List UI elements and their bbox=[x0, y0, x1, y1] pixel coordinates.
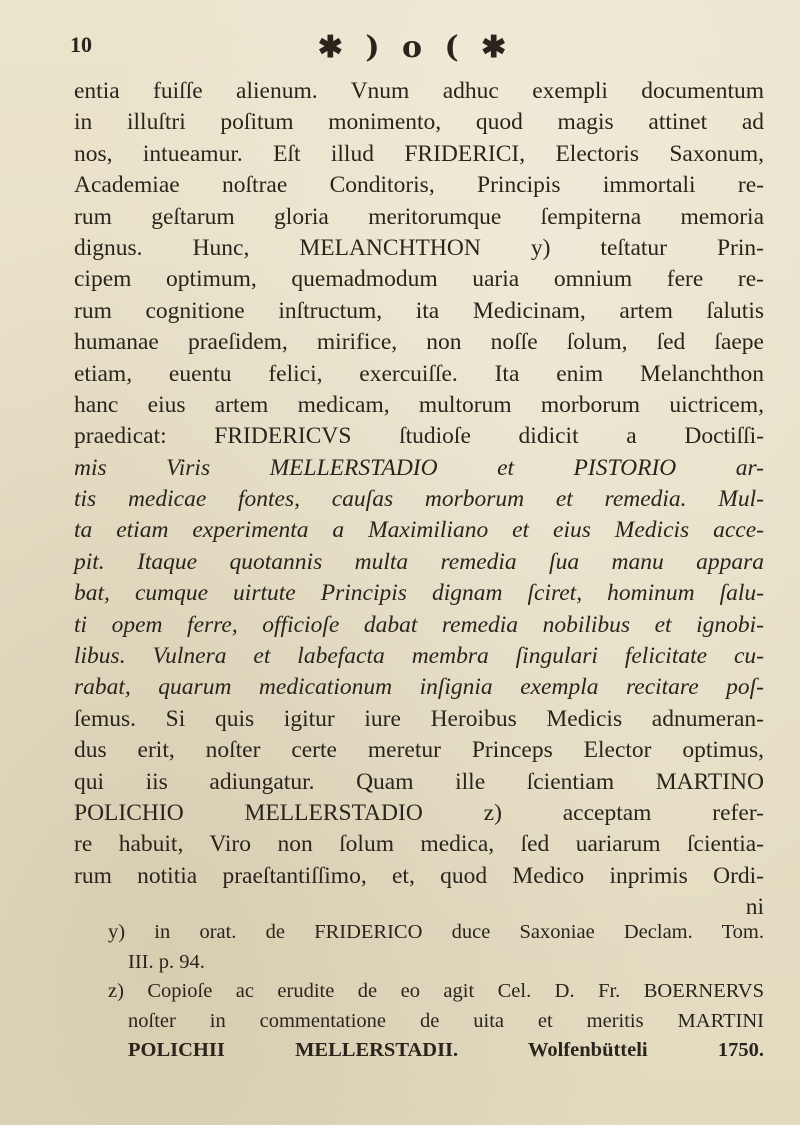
body-text bbox=[74, 76, 764, 924]
text-line: entia fuiſſe alienum. Vnum adhuc exempli documentum bbox=[74, 78, 764, 104]
footnote-y-line: y) in orat. de FRIDERICO duce Saxoniae Declam. Tom. bbox=[108, 921, 764, 943]
text-line-italic: bat, cumque uirtute Principis dignam ſciret, hominum ſalu- bbox=[74, 580, 764, 607]
footnote-z-line: z) Copioſe ac erudite de eo agit Cel. D. Fr. BOERNERVS bbox=[108, 980, 764, 1002]
footnote-z-line: noſter in commentatione de uita et meritis MARTINI bbox=[128, 1009, 764, 1032]
text-line: humanae praeſidem, mirifice, non noſſe ſolum, ſed ſaepe bbox=[74, 329, 764, 356]
footnote-y-line: III. p. 94. bbox=[128, 950, 205, 973]
text-line-italic: ta etiam experimenta a Maximiliano et eius Medicis acce- bbox=[74, 517, 764, 544]
text-line: Academiae noſtrae Conditoris, Principis immortali re- bbox=[74, 172, 764, 199]
text-line: ſemus. Si quis igitur iure Heroibus Medicis adnumeran- bbox=[74, 705, 764, 732]
text-line-italic: pit. Itaque quotannis multa remedia ſua manu appara bbox=[74, 548, 764, 575]
text-line-italic: libus. Vulnera et labefacta membra ſingulari felicitate cu- bbox=[74, 643, 764, 670]
text-line-italic: tis medicae fontes, cauſas morborum et remedia. Mul- bbox=[74, 486, 764, 513]
text-line: qui iis adiungatur. Quam ille ſcientiam MARTINO bbox=[74, 768, 764, 795]
text-line-italic: mis Viris MELLERSTADIO et PISTORIO ar- bbox=[74, 454, 764, 481]
text-line: etiam, euentu felici, exercuiſſe. Ita enim Melanchthon bbox=[74, 360, 764, 387]
text-line: rum cognitione inſtructum, ita Medicinam, artem ſalutis bbox=[74, 297, 764, 324]
text-line: dignus. Hunc, MELANCHTHON y) teſtatur Prin- bbox=[74, 234, 764, 261]
text-line-italic: ti opem ferre, officioſe dabat remedia nobilibus et ignobi- bbox=[74, 611, 764, 638]
text-line: rum geſtarum gloria meritorumque ſempiterna memoria bbox=[74, 203, 764, 230]
text-line: in illuſtri poſitum monimento, quod magis attinet ad bbox=[74, 109, 764, 136]
text-line: hanc eius artem medicam, multorum morborum uictricem, bbox=[74, 391, 764, 418]
text-line-italic: rabat, quarum medicationum inſignia exempla recitare poſ- bbox=[74, 674, 764, 701]
text-line: dus erit, noſter certe meretur Princeps Elector optimus, bbox=[74, 737, 764, 764]
text-line: cipem optimum, quemadmodum uaria omnium fere re- bbox=[74, 266, 764, 293]
text-line: POLICHIO MELLERSTADIO z) acceptam refer- bbox=[74, 799, 764, 826]
text-line: rum notitia praeſtantiſſimo, et, quod Medico inprimis Ordi- bbox=[74, 862, 764, 889]
catchword: ni bbox=[745, 894, 764, 921]
header-ornament: ✱ ) o ( ✱ bbox=[317, 30, 513, 65]
page-number: 10 bbox=[70, 32, 92, 57]
text-line: nos, intueamur. Eſt illud FRIDERICI, Electoris Saxonum, bbox=[74, 140, 764, 167]
text-line: re habuit, Viro non ſolum medica, ſed uariarum ſcientia- bbox=[74, 831, 764, 858]
text-line: praedicat: FRIDERICVS ſtudioſe didicit a Doctiſſi- bbox=[74, 423, 764, 450]
page-header bbox=[70, 30, 760, 66]
footnote-z-line: POLICHII MELLERSTADII. Wolfenbütteli 1750. bbox=[128, 1039, 764, 1061]
footnotes bbox=[108, 918, 764, 1066]
